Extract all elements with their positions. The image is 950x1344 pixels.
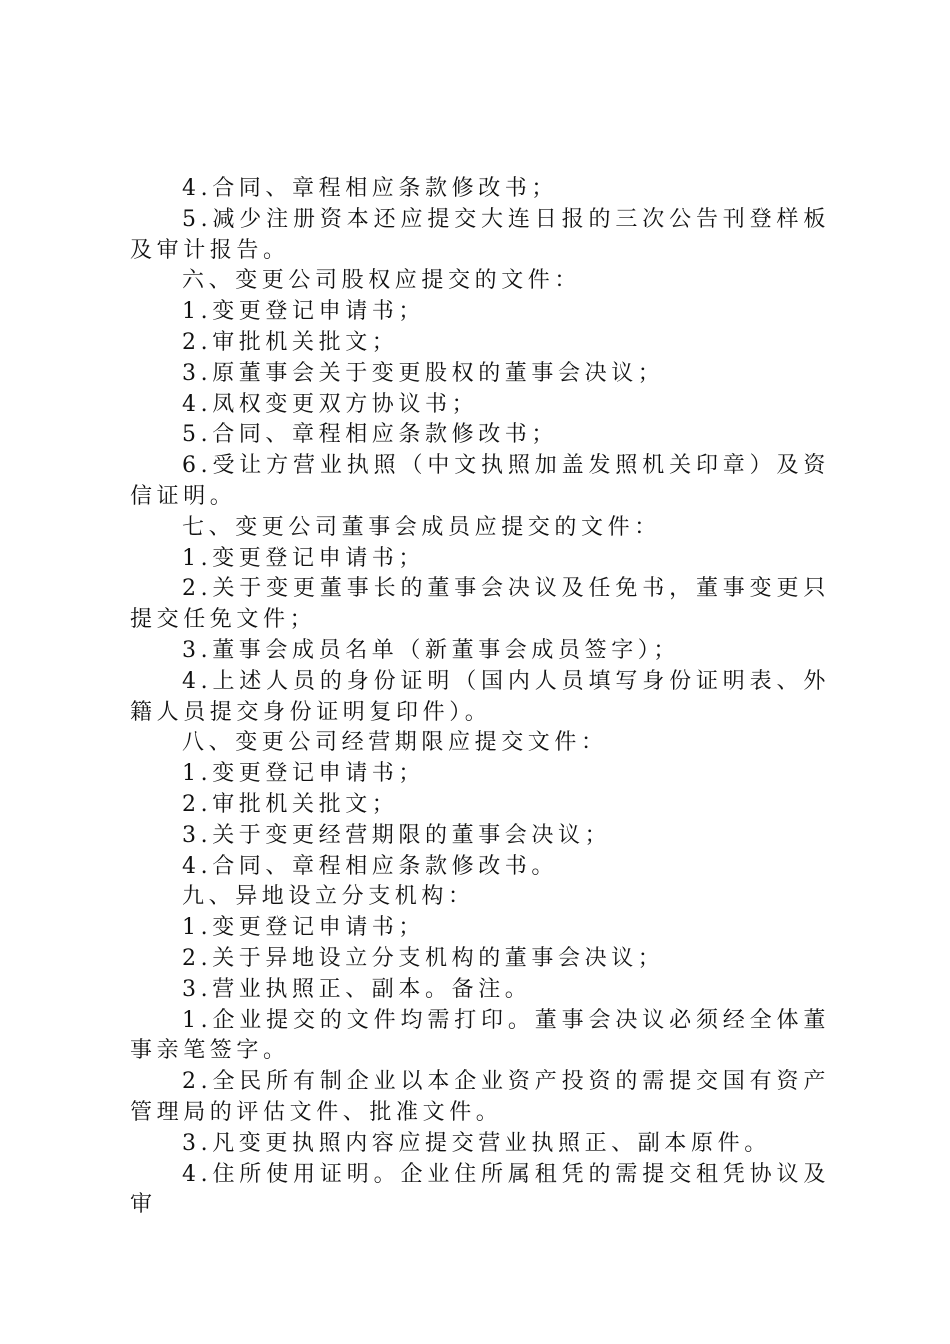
section-heading: 八、变更公司经营期限应提交文件： (182, 730, 608, 756)
paragraph: 5.减少注册资本还应提交大连日报的三次公告刊登样板及审计报告。 (130, 206, 830, 263)
note-item: 3.凡变更执照内容应提交营业执照正、副本原件。 (182, 1130, 771, 1156)
section-heading: 九、异地设立分支机构： (182, 884, 475, 910)
section-heading: 七、变更公司董事会成员应提交的文件： (182, 514, 661, 540)
paragraph: 2.关于异地设立分支机构的董事会决议； (182, 945, 665, 971)
paragraph: 1.变更登记申请书； (182, 915, 425, 941)
document-body (130, 174, 830, 1221)
paragraph: 2.关于变更董事长的董事会决议及任免书，董事变更只提交任免文件； (130, 576, 830, 633)
paragraph: 1.变更登记申请书； (182, 761, 425, 787)
paragraph: 2.审批机关批文； (182, 791, 399, 817)
paragraph: 5.合同、章程相应条款修改书； (182, 422, 558, 448)
note-item: 1.企业提交的文件均需打印。董事会决议必须经全体董事亲笔签字。 (130, 1007, 830, 1064)
paragraph: 2.审批机关批文； (182, 329, 399, 355)
section-heading: 六、变更公司股权应提交的文件： (182, 268, 582, 294)
paragraph: 6.受让方营业执照（中文执照加盖发照机关印章）及资信证明。 (130, 453, 830, 509)
paragraph: 1.变更登记申请书； (182, 299, 425, 325)
paragraph: 4.合同、章程相应条款修改书； (182, 176, 558, 201)
paragraph: 1.变更登记申请书； (182, 545, 425, 571)
paragraph: 3.关于变更经营期限的董事会决议； (182, 822, 612, 848)
paragraph: 3.董事会成员名单（新董事会成员签字）； (182, 637, 680, 663)
paragraph: 4.凤权变更双方协议书； (182, 391, 479, 417)
note-item: 2.全民所有制企业以本企业资产投资的需提交国有资产管理局的评估文件、批准文件。 (130, 1069, 830, 1125)
paragraph: 3.原董事会关于变更股权的董事会决议； (182, 360, 665, 386)
note-item: 4.住所使用证明。企业住所属租凭的需提交租凭协议及审 (130, 1161, 830, 1218)
paragraph: 3.营业执照正、副本。备注。 (182, 976, 532, 1002)
paragraph: 4.合同、章程相应条款修改书。 (182, 853, 558, 879)
paragraph: 4.上述人员的身份证明（国内人员填写身份证明表、外籍人员提交身份证明复印件）。 (130, 668, 830, 725)
